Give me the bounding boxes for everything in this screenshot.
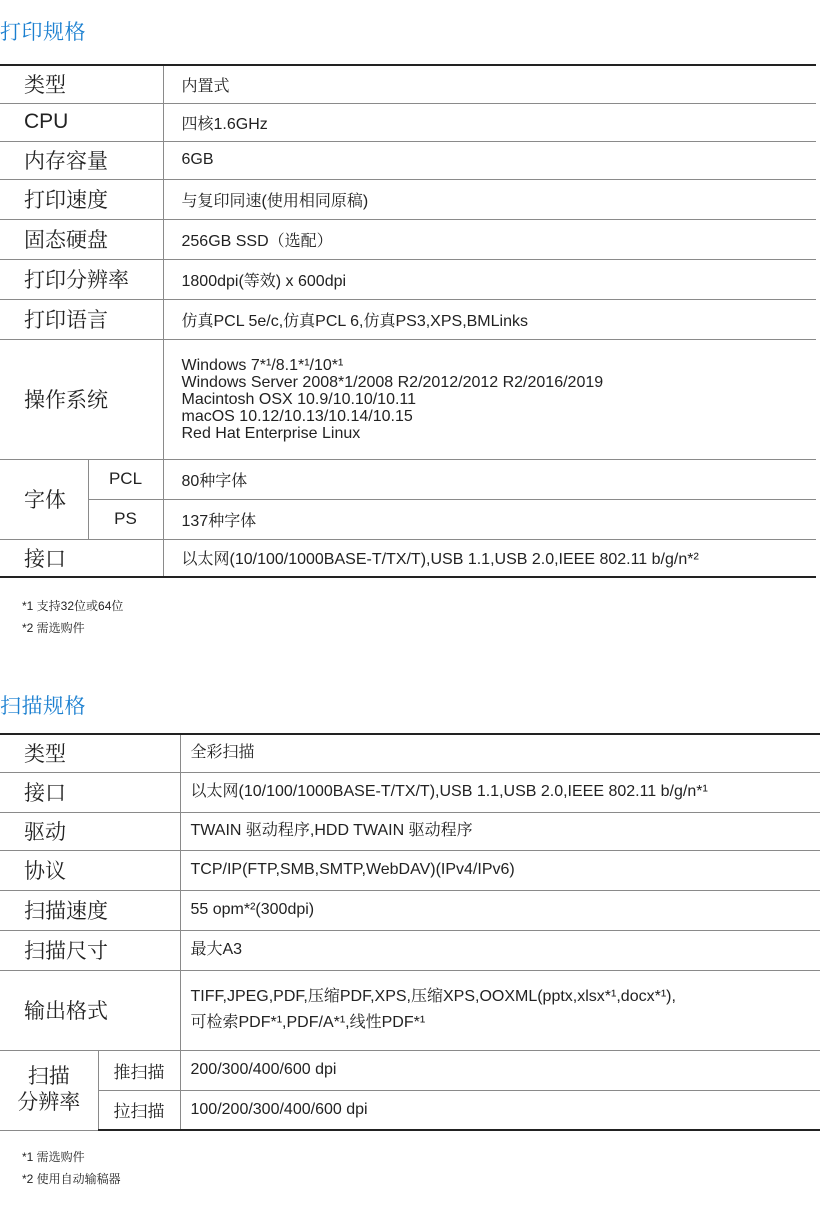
table-row (0, 539, 816, 577)
row-value: 1800dpi(等效) x 600dpi (163, 259, 816, 299)
row-value: 55 opm*²(300dpi) (180, 890, 820, 930)
pull-label: 拉扫描 (98, 1090, 180, 1130)
row-value: 与复印同速(使用相同原稿) (163, 179, 816, 219)
interface-label: 接口 (0, 539, 163, 577)
row-label: 打印分辨率 (0, 259, 163, 299)
table-row-resolution-push (0, 1050, 820, 1090)
table-row-output (0, 970, 820, 1050)
table-row-resolution-pull (0, 1090, 820, 1130)
resolution-label (0, 1050, 98, 1130)
scan-spec-title: 扫描规格 (0, 695, 86, 718)
row-label: 扫描尺寸 (0, 930, 180, 970)
row-label: 打印语言 (0, 299, 163, 339)
row-value: TWAIN 驱动程序,HDD TWAIN 驱动程序 (180, 812, 820, 850)
row-label: 驱动 (0, 812, 180, 850)
row-value: 内置式 (163, 65, 816, 103)
ps-value: 137种字体 (163, 499, 816, 539)
os-line: Windows 7*¹/8.1*¹/10*¹ (181, 356, 344, 374)
ps-label: PS (88, 499, 163, 539)
row-value: 全彩扫描 (180, 734, 820, 772)
table-row (0, 103, 816, 141)
table-row (0, 772, 820, 812)
print-notes (22, 595, 123, 639)
interface-value: 以太网(10/100/1000BASE-T/TX/T),USB 1.1,USB 2.0,IEEE 802.11 b/g/n*² (163, 539, 816, 577)
row-label: 接口 (0, 772, 180, 812)
os-line: Macintosh OSX 10.9/10.10/10.11 (181, 390, 417, 408)
footnote: *2 使用自动输稿器 (22, 1172, 121, 1186)
output-value (180, 970, 820, 1050)
table-row-os (0, 339, 816, 459)
table-row (0, 179, 816, 219)
table-row (0, 65, 816, 103)
table-row (0, 734, 820, 772)
output-line: TIFF,JPEG,PDF,压缩PDF,XPS,压缩XPS,OOXML(pptx,xlsx*¹,docx*¹), (190, 988, 676, 1005)
row-label: 扫描速度 (0, 890, 180, 930)
row-value: 最大A3 (180, 930, 820, 970)
row-label: 固态硬盘 (0, 219, 163, 259)
resolution-label-line: 扫描 (27, 1065, 70, 1088)
print-spec-title: 打印规格 (0, 21, 86, 44)
row-label: 协议 (0, 850, 180, 890)
table-row (0, 259, 816, 299)
row-value: 256GB SSD（选配） (163, 219, 816, 259)
scan-notes (22, 1146, 121, 1190)
pcl-label: PCL (88, 459, 163, 499)
output-label: 输出格式 (0, 970, 180, 1050)
row-label: CPU (0, 103, 163, 141)
table-row (0, 812, 820, 850)
table-row (0, 141, 816, 179)
push-label: 推扫描 (98, 1050, 180, 1090)
push-value: 200/300/400/600 dpi (180, 1050, 820, 1090)
table-row (0, 299, 816, 339)
output-line: 可检索PDF*¹,PDF/A*¹,线性PDF*¹ (190, 1014, 426, 1031)
row-label: 类型 (0, 65, 163, 103)
row-label: 打印速度 (0, 179, 163, 219)
table-row (0, 890, 820, 930)
os-line: Windows Server 2008*1/2008 R2/2012/2012 R2/2016/2019 (181, 373, 604, 391)
row-value: TCP/IP(FTP,SMB,SMTP,WebDAV)(IPv4/IPv6) (180, 850, 820, 890)
pull-value: 100/200/300/400/600 dpi (180, 1090, 820, 1130)
footnote: *1 支持32位或64位 (22, 599, 124, 613)
row-label: 类型 (0, 734, 180, 772)
resolution-label-line: 分辨率 (17, 1091, 81, 1114)
table-row-fonts-ps (0, 499, 816, 539)
fonts-label: 字体 (0, 459, 88, 539)
footnote: *1 需选购件 (22, 1150, 85, 1164)
row-value: 仿真PCL 5e/c,仿真PCL 6,仿真PS3,XPS,BMLinks (163, 299, 816, 339)
table-row-fonts-pcl (0, 459, 816, 499)
print-spec-table (0, 64, 816, 578)
os-line: Red Hat Enterprise Linux (181, 424, 361, 442)
os-line: macOS 10.12/10.13/10.14/10.15 (181, 407, 413, 425)
row-value: 四核1.6GHz (163, 103, 816, 141)
table-row (0, 930, 820, 970)
table-row (0, 850, 820, 890)
os-label: 操作系统 (0, 339, 163, 459)
row-value: 6GB (163, 141, 816, 179)
table-row (0, 219, 816, 259)
row-value: 以太网(10/100/1000BASE-T/TX/T),USB 1.1,USB 2.0,IEEE 802.11 b/g/n*¹ (180, 772, 820, 812)
os-value (163, 339, 816, 459)
footnote: *2 需选购件 (22, 621, 85, 635)
pcl-value: 80种字体 (163, 459, 816, 499)
scan-spec-table (0, 733, 820, 1131)
row-label: 内存容量 (0, 141, 163, 179)
